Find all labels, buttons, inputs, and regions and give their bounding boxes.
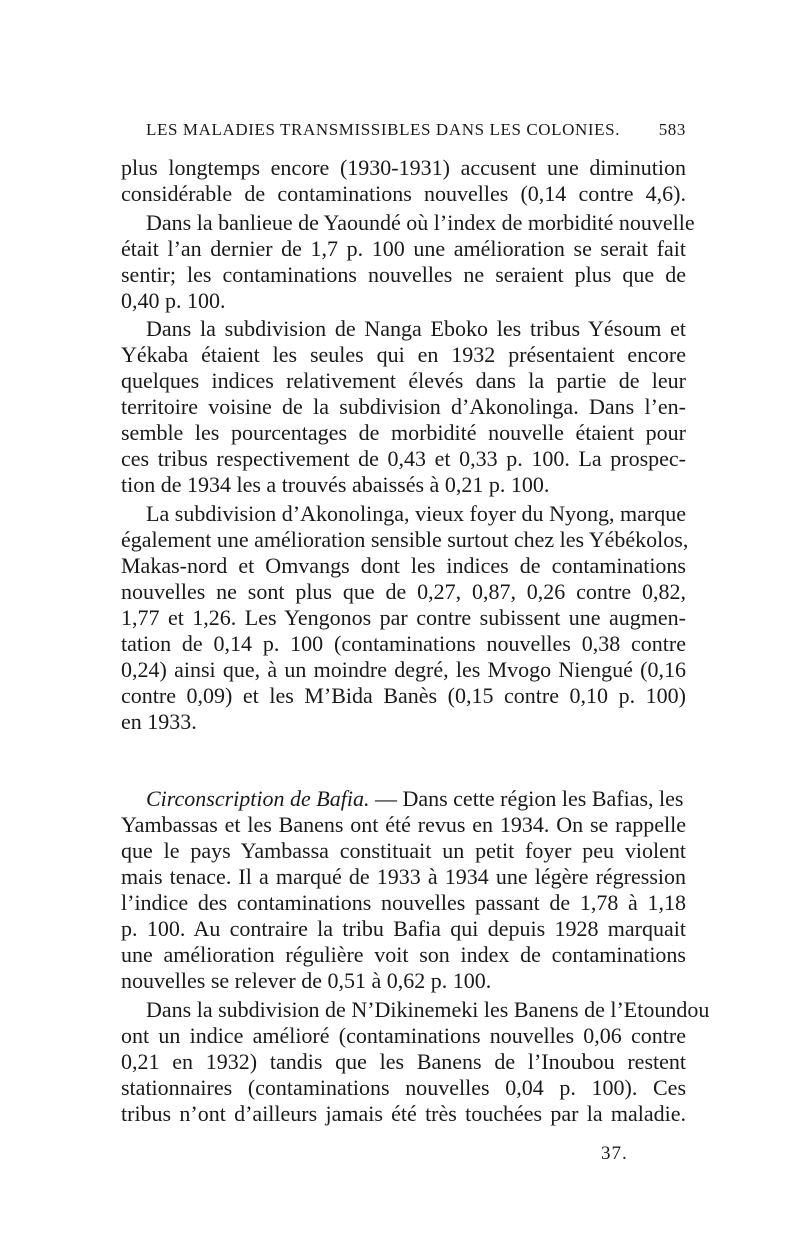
paragraph-4-line-3: Makas-nord et Omvangs dont les indices de contaminations bbox=[121, 553, 686, 578]
paragraph-2-line-2: était l’an dernier de 1,7 p. 100 une amélioration se serait fait bbox=[121, 236, 686, 261]
paragraph-4-line-1: La subdivision d’Akonolinga, vieux foyer du Nyong, marque bbox=[146, 501, 686, 526]
paragraph-5-line-1-text: — Dans cette région les Bafias, les bbox=[369, 786, 684, 811]
paragraph-3-line-7: tion de 1934 les a trouvés abaissés à 0,21 p. 100. bbox=[121, 472, 550, 497]
signature-mark: 37. bbox=[601, 1143, 628, 1164]
running-title: LES MALADIES TRANSMISSIBLES DANS LES COLONIES. bbox=[146, 120, 621, 139]
paragraph-3-line-4: territoire voisine de la subdivision d’Akonolinga. Dans l’en- bbox=[121, 394, 686, 419]
paragraph-6-line-4: stationnaires (contaminations nouvelles 0,04 p. 100). Ces bbox=[121, 1075, 686, 1100]
paragraph-6-line-3: 0,21 en 1932) tandis que les Banens de l’Inoubou restent bbox=[121, 1049, 686, 1074]
paragraph-2-line-1: Dans la banlieue de Yaoundé où l’index de morbidité nouvelle bbox=[146, 210, 695, 235]
paragraph-3-line-5: semble les pourcentages de morbidité nouvelle étaient pour bbox=[121, 420, 686, 445]
paragraph-3-line-3: quelques indices relativement élevés dans la partie de leur bbox=[121, 368, 686, 393]
paragraph-5-line-6: p. 100. Au contraire la tribu Bafia qui depuis 1928 marquait bbox=[121, 916, 686, 941]
paragraph-6-line-1: Dans la subdivision de N’Dikinemeki les Banens de l’Etoundou bbox=[146, 997, 710, 1022]
paragraph-5-line-2: Yambassas et les Banens ont été revus en 1934. On se rappelle bbox=[121, 812, 686, 837]
paragraph-5-line-4: mais tenace. Il a marqué de 1933 à 1934 une légère régression bbox=[121, 864, 686, 889]
paragraph-6-line-5: tribus n’ont d’ailleurs jamais été très touchées par la maladie. bbox=[121, 1101, 686, 1126]
paragraph-4-line-4: nouvelles ne sont plus que de 0,27, 0,87, 0,26 contre 0,82, bbox=[121, 579, 686, 604]
paragraph-4-line-8: contre 0,09) et les M’Bida Banès (0,15 contre 0,10 p. 100) bbox=[121, 683, 686, 708]
paragraph-1-line-2: considérable de contaminations nouvelles (0,14 contre 4,6). bbox=[121, 181, 686, 206]
paragraph-3-line-6: ces tribus respectivement de 0,43 et 0,33 p. 100. La prospec- bbox=[121, 446, 686, 471]
paragraph-4-line-5: 1,77 et 1,26. Les Yengonos par contre subissent une augmen- bbox=[121, 605, 686, 630]
paragraph-4-line-6: tation de 0,14 p. 100 (contaminations nouvelles 0,38 contre bbox=[121, 631, 686, 656]
paragraph-2-line-3: sentir; les contaminations nouvelles ne seraient plus que de bbox=[121, 262, 686, 287]
paragraph-5-line-3: que le pays Yambassa constituait un petit foyer peu violent bbox=[121, 838, 686, 863]
paragraph-6-line-2: ont un indice amélioré (contaminations nouvelles 0,06 contre bbox=[121, 1023, 686, 1048]
paragraph-3-line-2: Yékaba étaient les seules qui en 1932 présentaient encore bbox=[121, 342, 686, 367]
paragraph-5-line-8: nouvelles se relever de 0,51 à 0,62 p. 100. bbox=[121, 968, 492, 993]
paragraph-5-line-7: une amélioration régulière voit son index de contaminations bbox=[121, 942, 686, 967]
paragraph-3-line-1: Dans la subdivision de Nanga Eboko les tribus Yésoum et bbox=[146, 316, 686, 341]
paragraph-1-line-1: plus longtemps encore (1930-1931) accusent une diminution bbox=[121, 155, 686, 180]
paragraph-2-line-4: 0,40 p. 100. bbox=[121, 288, 226, 313]
running-header bbox=[146, 119, 686, 141]
paragraph-4-line-2: également une amélioration sensible surtout chez les Yébékolos, bbox=[121, 527, 689, 552]
paragraph-4-line-9: en 1933. bbox=[121, 709, 197, 734]
page-number: 583 bbox=[658, 120, 686, 139]
section-heading: Circonscription de Bafia. bbox=[146, 786, 370, 811]
paragraph-5-line-1 bbox=[146, 786, 686, 812]
paragraph-5-line-5: l’indice des contaminations nouvelles passant de 1,78 à 1,18 bbox=[121, 890, 686, 915]
paragraph-4-line-7: 0,24) ainsi que, à un moindre degré, les Mvogo Niengué (0,16 bbox=[121, 657, 686, 682]
